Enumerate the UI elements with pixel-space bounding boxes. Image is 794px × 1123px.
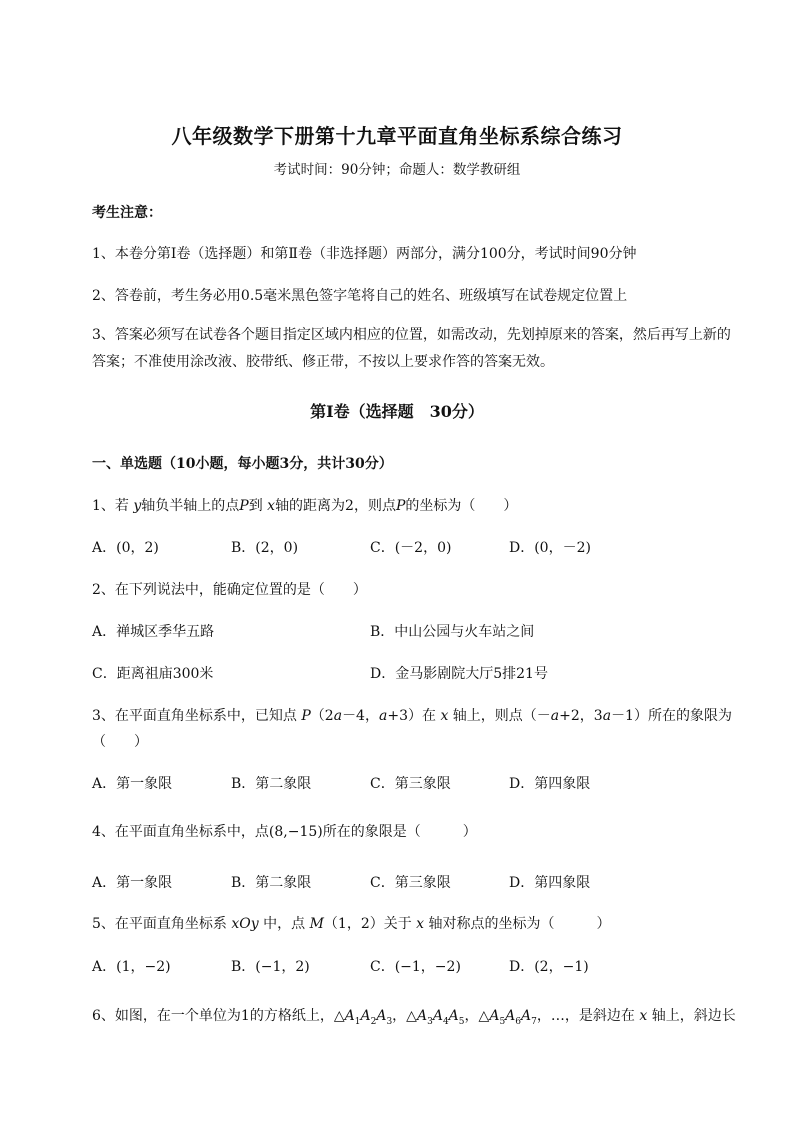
question-2-option-a[interactable]: A．禅城区季华五路 xyxy=(92,624,215,640)
question-4-option-d[interactable]: D．第四象限 xyxy=(509,875,591,891)
question-3-option-a[interactable]: A．第一象限 xyxy=(92,776,173,792)
question-3-option-c[interactable]: C．第三象限 xyxy=(370,776,451,792)
notice-item-2: 2、答卷前，考生务必用0.5毫米黑色签字笔将自己的姓名、班级填写在试卷规定位置上 xyxy=(92,288,628,304)
question-6-stem: 6、如图，在一个单位为1的方格纸上，$\triangle A_1A_2A_3$，$\triangle A_3A_4A_5$，$\triangle A_5A_6A_7$，…，是斜边在 x 轴上，斜边长 xyxy=(92,1008,736,1027)
question-2-option-c[interactable]: C．距离祖庙300米 xyxy=(92,666,214,682)
question-3-stem-cont: （ ） xyxy=(92,734,148,750)
question-5-option-c[interactable]: C．(−1，−2) xyxy=(370,959,461,975)
question-4-option-c[interactable]: C．第三象限 xyxy=(370,875,451,891)
notice-heading: 考生注意： xyxy=(92,205,162,221)
question-5-stem: 5、在平面直角坐标系 xOy 中，点 M（1，2）关于 x 轴对称点的坐标为（ ） xyxy=(92,916,611,932)
question-4-option-a[interactable]: A．第一象限 xyxy=(92,875,173,891)
question-5-option-d[interactable]: D．(2，−1) xyxy=(509,959,589,975)
question-3-option-d[interactable]: D．第四象限 xyxy=(509,776,591,792)
notice-item-3: 3、答案必须写在试卷各个题目指定区域内相应的位置，如需改动，先划掉原来的答案，然后再写上新的答案；不准使用涂改液、胶带纸、修正带，不按以上要求作答的答案无效。 xyxy=(92,327,731,370)
question-1-option-b[interactable]: B．(2，0) xyxy=(231,540,299,556)
question-2-option-d[interactable]: D．金马影剧院大厅5排21号 xyxy=(370,666,548,682)
question-4-stem: 4、在平面直角坐标系中，点(8,−15)所在的象限是（ ） xyxy=(92,824,477,840)
question-5-option-a[interactable]: A．(1，−2) xyxy=(92,959,171,975)
question-5-option-b[interactable]: B．(−1，2) xyxy=(231,959,310,975)
question-1-stem: 1、若 y轴负半轴上的点P到 x轴的距离为2，则点P的坐标为（ ） xyxy=(92,498,518,514)
question-3-stem: 3、在平面直角坐标系中，已知点 P（2a－4，a+3）在 x 轴上，则点（－a+2，3a－1）所在的象限为 xyxy=(92,708,732,724)
question-2-option-b[interactable]: B．中山公园与火车站之间 xyxy=(370,624,535,640)
question-1-option-a[interactable]: A．(0，2) xyxy=(92,540,159,556)
question-2-stem: 2、在下列说法中，能确定位置的是（ ） xyxy=(92,582,367,598)
question-1-option-c[interactable]: C．(－2，0) xyxy=(370,540,452,556)
exam-title: 八年级数学下册第十九章平面直角坐标系综合练习 xyxy=(171,124,623,148)
section-title: 第I卷（选择题 30分） xyxy=(310,402,484,421)
notice-item-1: 1、本卷分第I卷（选择题）和第Ⅱ卷（非选择题）两部分，满分100分，考试时间90分钟 xyxy=(92,246,637,262)
question-1-option-d[interactable]: D．(0，－2) xyxy=(509,540,591,556)
part-heading: 一、单选题（10小题，每小题3分，共计30分） xyxy=(92,456,393,472)
exam-subtitle: 考试时间：90分钟；命题人：数学教研组 xyxy=(273,162,521,178)
question-3-option-b[interactable]: B．第二象限 xyxy=(231,776,312,792)
question-4-option-b[interactable]: B．第二象限 xyxy=(231,875,312,891)
